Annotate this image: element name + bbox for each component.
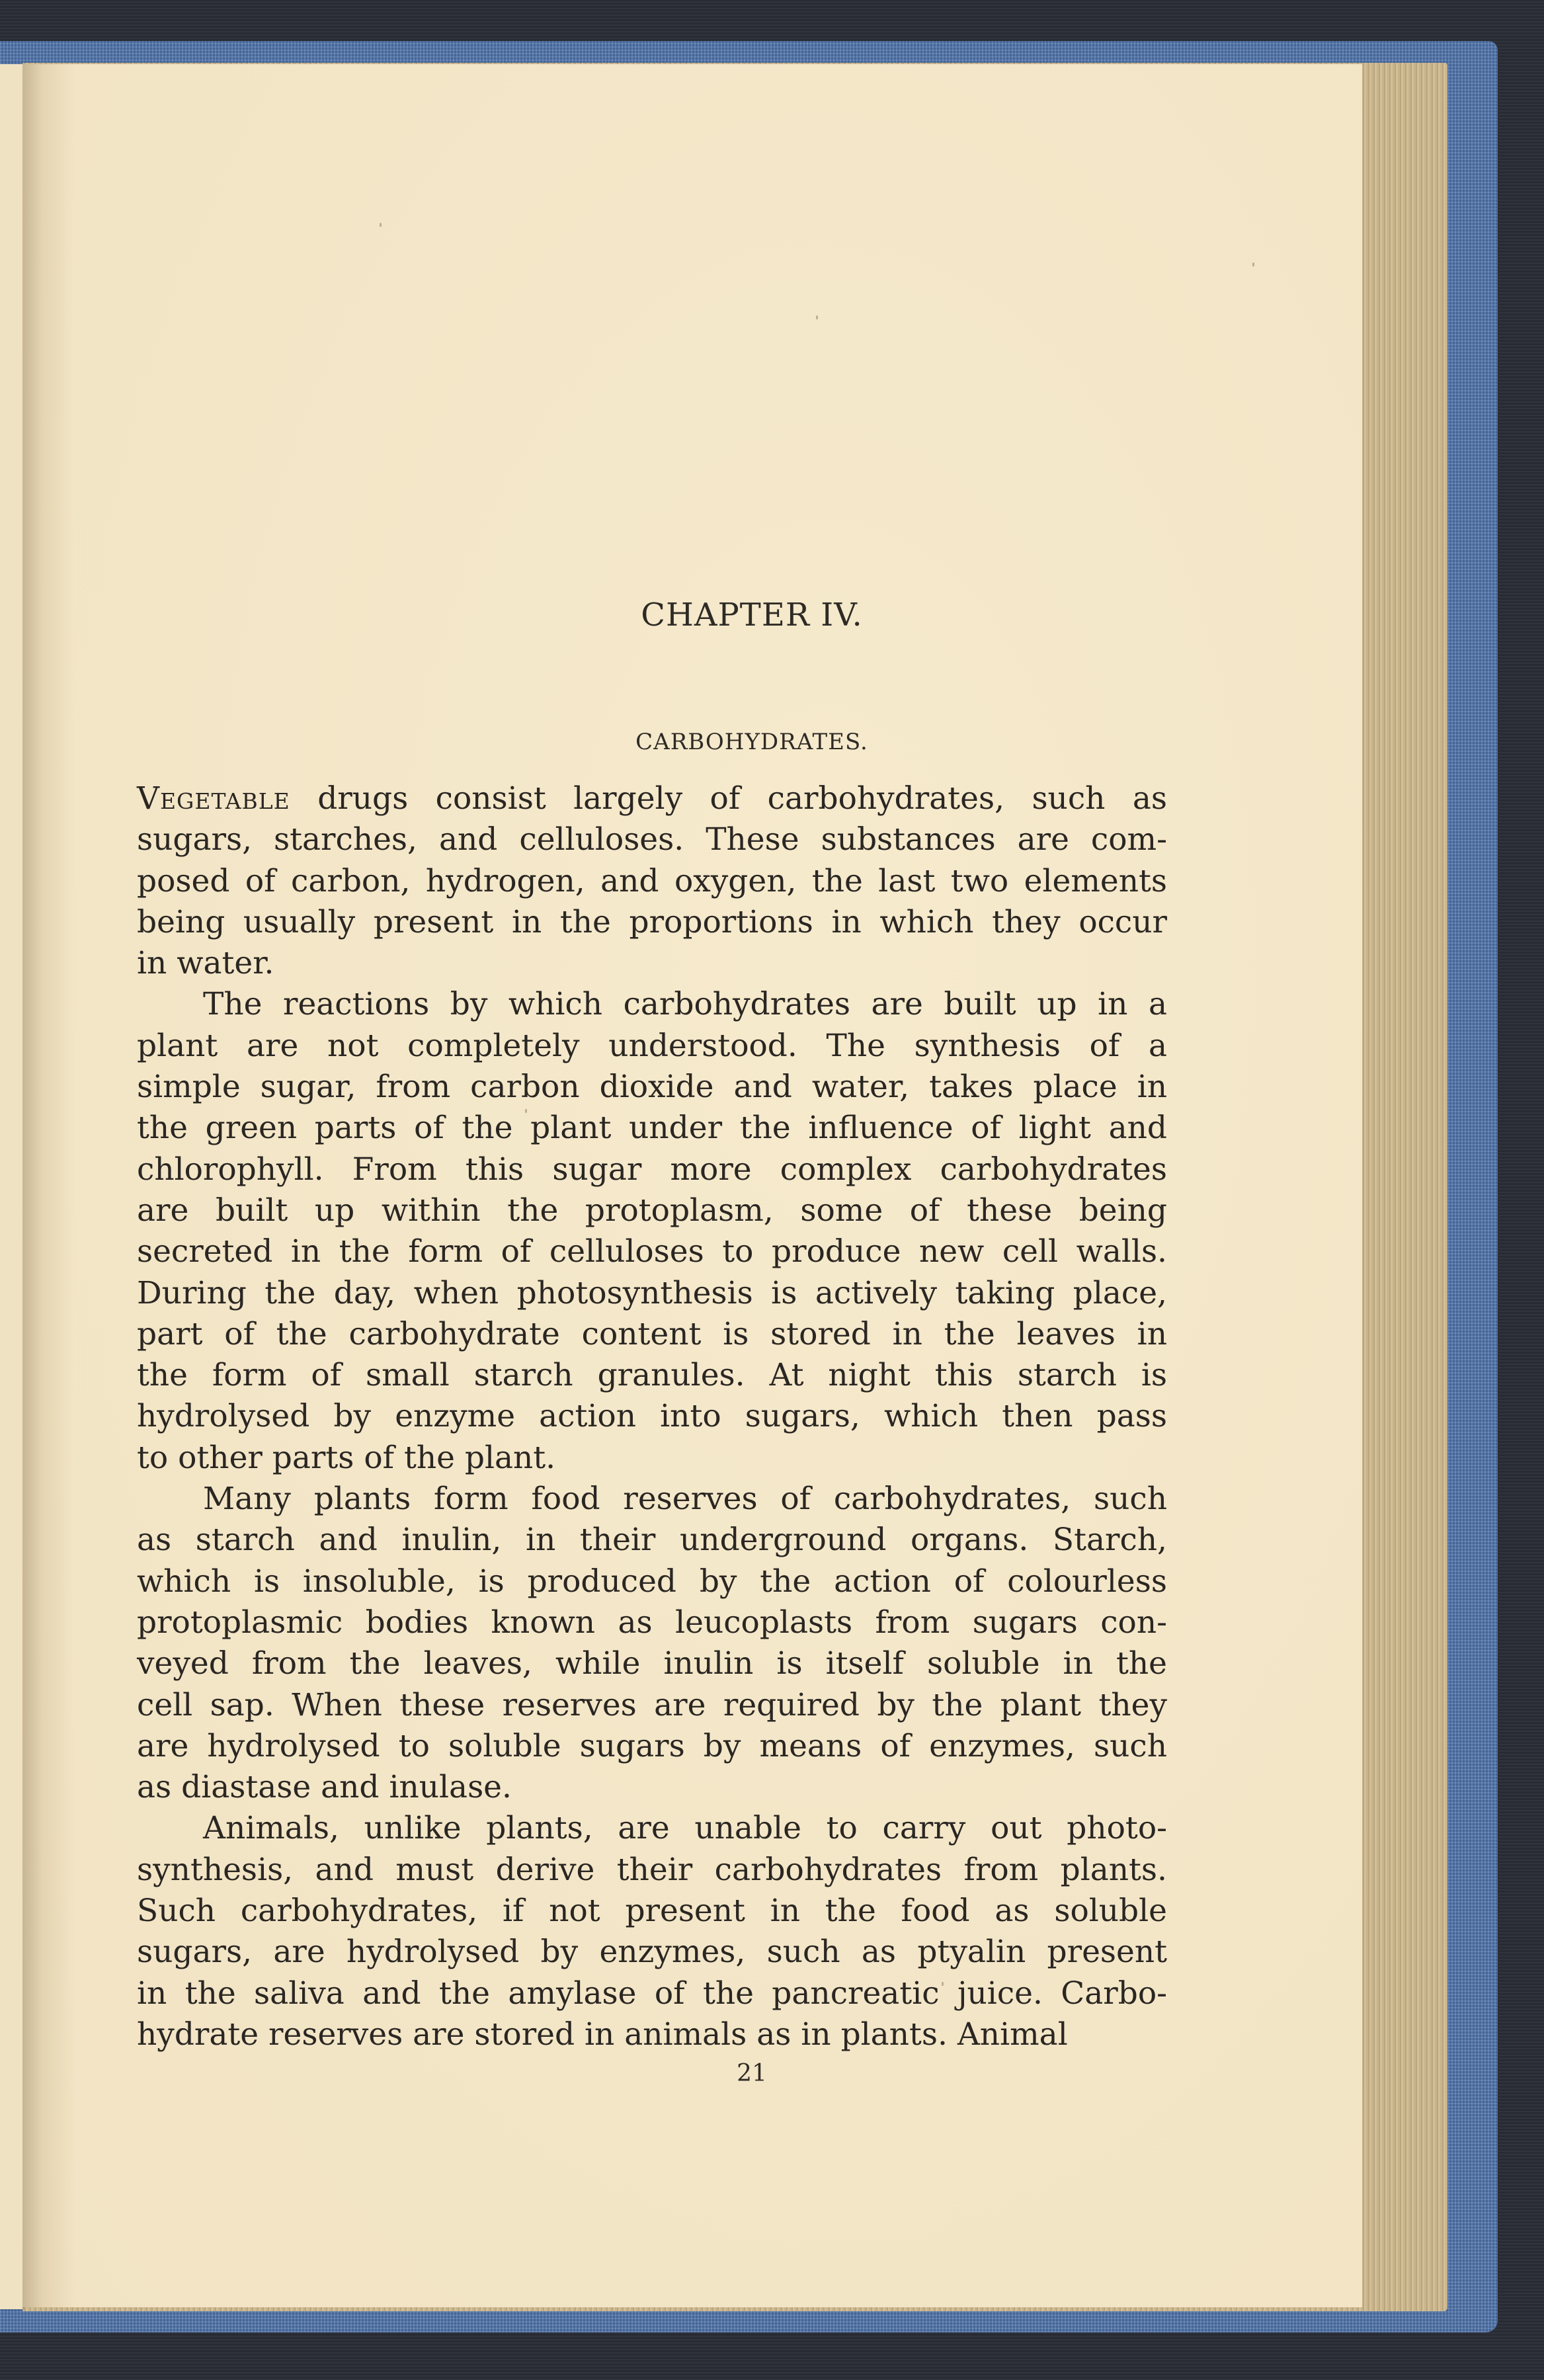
text-line bbox=[137, 778, 1167, 819]
text-line: veyed from the leaves, while inulin is itself soluble in the bbox=[137, 1645, 1167, 1682]
paragraph bbox=[137, 778, 1167, 984]
text-line: the form of small starch granules. At night this starch is bbox=[137, 1357, 1167, 1394]
text-line: posed of carbon, hydrogen, and oxygen, the last two elements bbox=[137, 862, 1167, 899]
text-line: chlorophyll. From this sugar more complex carbohydrates bbox=[137, 1151, 1167, 1188]
text-line: are built up within the protoplasm, some of these being bbox=[137, 1192, 1167, 1229]
text-line: Such carbohydrates, if not present in the food as soluble bbox=[137, 1893, 1167, 1930]
text-line: synthesis, and must derive their carbohydrates from plants. bbox=[137, 1851, 1167, 1888]
book-page bbox=[22, 64, 1362, 2307]
text-line: the green parts of the plant under the influence of light and bbox=[137, 1110, 1167, 1147]
text-line: protoplasmic bodies known as leucoplasts from sugars con- bbox=[137, 1604, 1167, 1641]
text-line: cell sap. When these reserves are required by the plant they bbox=[137, 1686, 1167, 1723]
small-caps-opening-word: Vegetable bbox=[137, 780, 290, 817]
text-line: plant are not completely understood. The synthesis of a bbox=[137, 1027, 1167, 1064]
text-line: to other parts of the plant. bbox=[137, 1439, 556, 1476]
paragraph bbox=[137, 1479, 1167, 1808]
text-line: Animals, unlike plants, are unable to carry out photo- bbox=[203, 1810, 1167, 1847]
text-line: part of the carbohydrate content is stored in the leaves in bbox=[137, 1315, 1167, 1352]
text-line: are hydrolysed to soluble sugars by means of enzymes, such bbox=[137, 1727, 1167, 1764]
text-line: as diastase and inulase. bbox=[137, 1769, 512, 1806]
text-line: During the day, when photosynthesis is actively taking place, bbox=[137, 1274, 1167, 1311]
text-line: simple sugar, from carbon dioxide and water, takes place in bbox=[137, 1069, 1167, 1106]
text-line: which is insoluble, is produced by the action of colourless bbox=[137, 1563, 1167, 1600]
paper-fleck bbox=[525, 1109, 527, 1113]
chapter-title: CARBOHYDRATES. bbox=[635, 729, 868, 755]
paper-fleck bbox=[1252, 263, 1254, 267]
body-text bbox=[137, 778, 1167, 2055]
text-line: in water. bbox=[137, 945, 274, 982]
text-line: Many plants form food reserves of carbohydrates, such bbox=[203, 1481, 1167, 1518]
text-line: sugars, are hydrolysed by enzymes, such as ptyalin present bbox=[137, 1934, 1167, 1971]
paper-fleck bbox=[942, 1982, 944, 1986]
text-line: sugars, starches, and celluloses. These substances are com- bbox=[137, 821, 1167, 858]
text-line: as starch and inulin, in their underground organs. Starch, bbox=[137, 1522, 1167, 1559]
chapter-label: CHAPTER IV. bbox=[641, 596, 863, 634]
page-number: 21 bbox=[737, 2060, 767, 2087]
facing-page-edge bbox=[0, 64, 22, 2309]
text-line: The reactions by which carbohydrates are built up in a bbox=[203, 986, 1167, 1023]
paragraph bbox=[137, 984, 1167, 1479]
text-line: in the saliva and the amylase of the pancreatic juice. Carbo- bbox=[137, 1975, 1167, 2012]
text-line: secreted in the form of celluloses to produce new cell walls. bbox=[137, 1233, 1167, 1270]
opening-line-rest: drugs consist largely of carbohydrates, such as bbox=[290, 780, 1167, 817]
text-line: hydrolysed by enzyme action into sugars, which then pass bbox=[137, 1398, 1167, 1435]
text-line: being usually present in the proportions in which they occur bbox=[137, 903, 1167, 940]
paper-fleck bbox=[380, 223, 382, 227]
text-line: hydrate reserves are stored in animals as in plants. Animal bbox=[137, 2016, 1068, 2053]
paper-fleck bbox=[816, 315, 818, 319]
paragraph bbox=[137, 1808, 1167, 2055]
